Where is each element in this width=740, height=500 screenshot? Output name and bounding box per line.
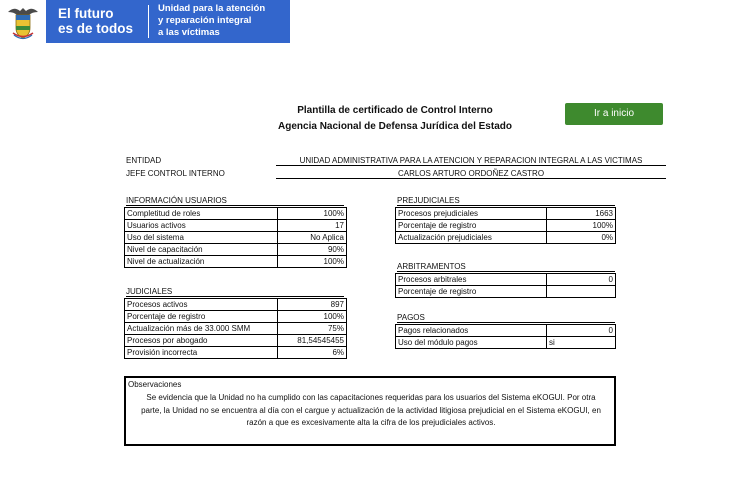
pagos-section-title: PAGOS (397, 313, 615, 323)
judiciales-label: Porcentaje de registro (125, 311, 278, 323)
table-row (125, 335, 347, 347)
judiciales-label: Procesos por abogado (125, 335, 278, 347)
document-title-line1: Plantilla de certificado de Control Interno (297, 105, 493, 116)
prejudiciales-value: 0% (547, 232, 616, 244)
table-row (125, 323, 347, 335)
usuarios-section-title: INFORMACIÓN USUARIOS (126, 196, 344, 206)
pagos-label: Uso del módulo pagos (396, 337, 547, 349)
arbitramentos-table (395, 273, 616, 298)
entity-label: ENTIDAD (126, 156, 162, 165)
judiciales-label: Procesos activos (125, 299, 278, 311)
table-row (125, 244, 347, 256)
prejudiciales-table (395, 207, 616, 244)
home-button[interactable]: Ir a inicio (565, 103, 663, 125)
pagos-table (395, 324, 616, 349)
usuarios-label: Completitud de roles (125, 208, 278, 220)
usuarios-label: Nivel de capacitación (125, 244, 278, 256)
arbitramentos-value: 0 (547, 274, 616, 286)
gov-slogan-line1: El futuro (58, 6, 114, 21)
observations-title: Observaciones (128, 380, 182, 389)
usuarios-value: No Aplica (278, 232, 347, 244)
usuarios-value: 100% (278, 256, 347, 268)
usuarios-value: 17 (278, 220, 347, 232)
gov-header-bar (0, 0, 290, 43)
pagos-value: 0 (547, 325, 616, 337)
table-row (396, 274, 616, 286)
judiciales-value: 6% (278, 347, 347, 359)
prejudiciales-section-title: PREJUDICIALES (397, 196, 615, 206)
table-row (396, 337, 616, 349)
unit-name-line1: Unidad para la atención (158, 3, 266, 14)
table-row (396, 220, 616, 232)
gov-slogan (58, 6, 133, 36)
header-divider (148, 5, 149, 38)
usuarios-table (124, 207, 347, 268)
unit-name-line3: a las víctimas (158, 27, 220, 38)
arbitramentos-section-title: ARBITRAMENTOS (397, 262, 615, 272)
usuarios-value: 90% (278, 244, 347, 256)
table-row (125, 256, 347, 268)
table-row (396, 325, 616, 337)
prejudiciales-value: 1663 (547, 208, 616, 220)
arbitramentos-value (547, 286, 616, 298)
colombia-coat-of-arms-logo (0, 0, 46, 43)
usuarios-value: 100% (278, 208, 347, 220)
judiciales-label: Provisión incorrecta (125, 347, 278, 359)
usuarios-label: Uso del sistema (125, 232, 278, 244)
arbitramentos-label: Porcentaje de registro (396, 286, 547, 298)
entity-value: UNIDAD ADMINISTRATIVA PARA LA ATENCION Y REPARACION INTEGRAL A LAS VICTIMAS (276, 156, 666, 166)
table-row (396, 286, 616, 298)
table-row (125, 232, 347, 244)
judiciales-section-title: JUDICIALES (126, 287, 344, 297)
table-row (125, 347, 347, 359)
observations-box (124, 376, 616, 446)
observations-text: Se evidencia que la Unidad no ha cumplido con las capacitaciones requeridas para los usuarios del Sistema eKOGUI. Por otra parte, la Unidad no se encuentra al día con el cargue y actualización de la actividad litigiosa prejudicial en el Sistema eKOGUI, en razón a que es excesivamente alta la cifra de los prejudiciales activos. (141, 393, 601, 427)
table-row (396, 208, 616, 220)
table-row (125, 311, 347, 323)
table-row (125, 208, 347, 220)
chief-value: CARLOS ARTURO ORDOÑEZ CASTRO (276, 169, 666, 179)
gov-slogan-line2: es de todos (58, 21, 134, 36)
table-row (125, 220, 347, 232)
prejudiciales-value: 100% (547, 220, 616, 232)
table-row (396, 232, 616, 244)
prejudiciales-label: Actualización prejudiciales (396, 232, 547, 244)
table-row (125, 299, 347, 311)
prejudiciales-label: Procesos prejudiciales (396, 208, 547, 220)
judiciales-table (124, 298, 347, 359)
prejudiciales-label: Porcentaje de registro (396, 220, 547, 232)
judiciales-label: Actualización más de 33.000 SMM (125, 323, 278, 335)
chief-label: JEFE CONTROL INTERNO (126, 169, 225, 178)
unit-name (158, 3, 265, 39)
document-title-line2: Agencia Nacional de Defensa Jurídica del Estado (278, 121, 512, 132)
pagos-label: Pagos relacionados (396, 325, 547, 337)
judiciales-value: 81,54545455 (278, 335, 347, 347)
judiciales-value: 100% (278, 311, 347, 323)
judiciales-value: 75% (278, 323, 347, 335)
unit-name-line2: y reparación integral (158, 15, 252, 26)
judiciales-value: 897 (278, 299, 347, 311)
arbitramentos-label: Procesos arbitrales (396, 274, 547, 286)
pagos-value: si (547, 337, 616, 349)
usuarios-label: Nivel de actualización (125, 256, 278, 268)
usuarios-label: Usuarios activos (125, 220, 278, 232)
